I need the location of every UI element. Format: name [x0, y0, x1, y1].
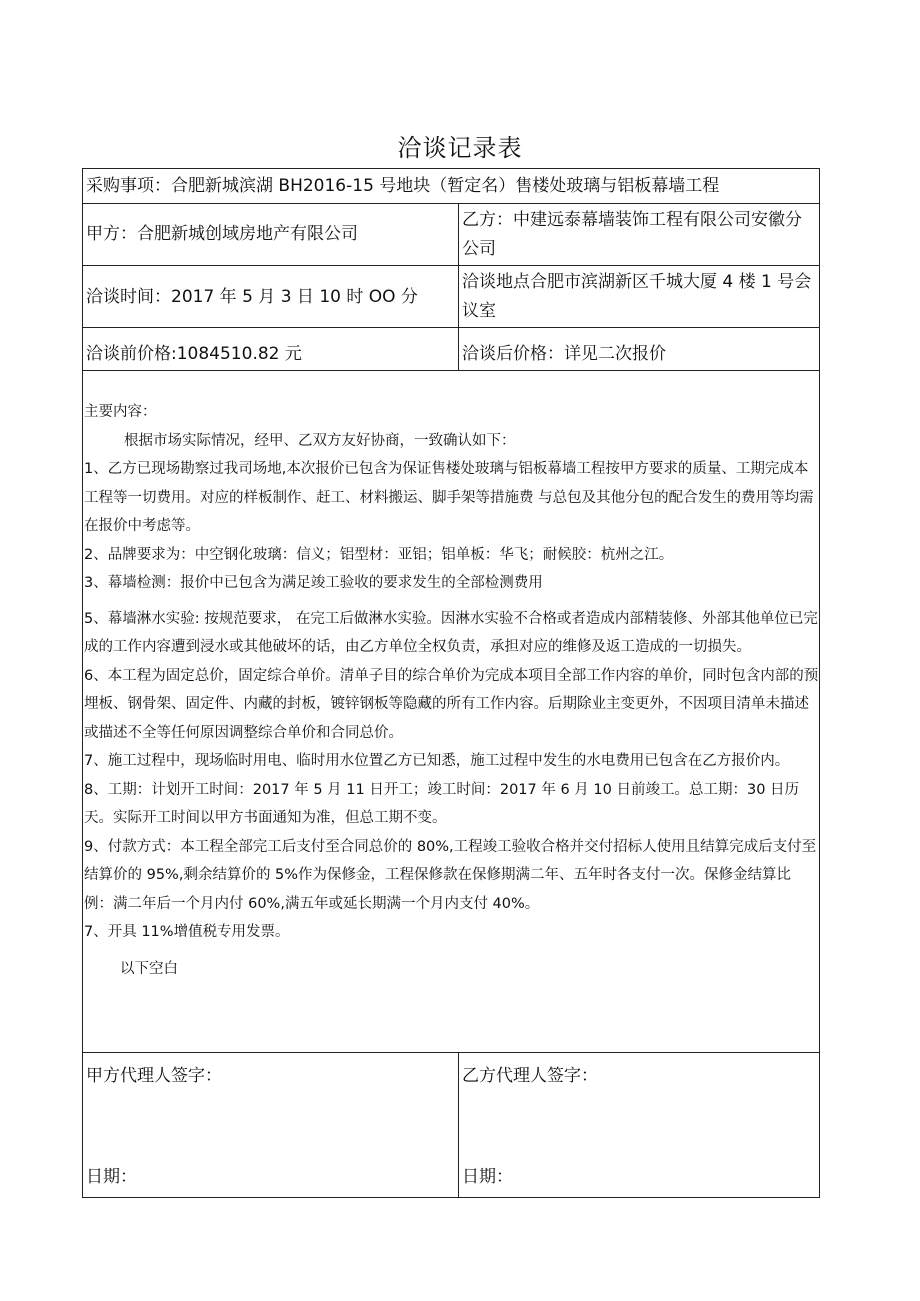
content-item: 9、付款方式：本工程全部完工后支付至合同总价的 80%,工程竣工验收合格并交付招标人使用且结算完成后支付至结算价的 95%,剩余结算价的 5%作为保修金，工程保修款在保修期满二年、五年时各支付一次。保修金结算比例：满二年后一个月内付 60%,满五年或延长期满一个月内支付 40%。: [84, 838, 817, 912]
content-item: 7、开具 11%增值税专用发票。: [84, 924, 290, 940]
row-divider: [82, 327, 820, 328]
price-before: 洽谈前价格:1084510.82 元: [86, 344, 302, 364]
content-heading: 主要内容：: [84, 404, 157, 420]
content-item: 1、乙方已现场勘察过我司场地,本次报价已包含为保证售楼处玻璃与铝板幕墙工程按甲方要求的质量、工期完成本工程等一切费用。对应的样板制作、赶工、材料搬运、脚手架等措施费 与总包及其他分包的配合发生的费用等均需在报价中考虑等。: [84, 461, 814, 534]
content-item: 3、幕墙检测：报价中已包含为满足竣工验收的要求发生的全部检测费用: [84, 575, 543, 591]
main-content: [84, 398, 820, 983]
row-divider: [82, 370, 820, 371]
page-title: 洽谈记录表: [397, 134, 523, 162]
content-item: 6、本工程为固定总价，固定综合单价。清单子目的综合单价为完成本项目全部工作内容的单价，同时包含内部的预埋板、钢骨架、固定件、内藏的封板，镀锌钢板等隐藏的所有工作内容。后期除业主变更外，不因项目清单未描述或描述不全等任何原因调整综合单价和合同总价。: [84, 667, 819, 741]
party-b: 乙方：中建远泰幕墙装饰工程有限公司安徽分公司: [462, 210, 802, 259]
content-item: 7、施工过程中，现场临时用电、临时用水位置乙方已知悉，施工过程中发生的水电费用已包含在乙方报价内。: [84, 753, 790, 769]
content-item: 5、幕墙淋水实验: 按规范要求， 在完工后做淋水实验。因淋水实验不合格或者造成内部精装修、外部其他单位已完成的工作内容遭到浸水或其他破坏的话，由乙方单位全权负责，承担对应的维修及返工造成的一切损失。: [84, 610, 818, 655]
column-divider: [458, 1052, 459, 1198]
price-after: 洽谈后价格：详见二次报价: [462, 344, 666, 364]
content-item: 8、工期：计划开工时间：2017 年 5 月 11 日开工；竣工时间：2017 年 6 月 10 日前竣工。总工期：30 日历天。实际开工时间以甲方书面通知为准，但总工期不变。: [84, 781, 800, 826]
column-divider: [458, 203, 459, 370]
party-a-date-label: 日期：: [86, 1167, 137, 1187]
procurement-item: 采购事项：合肥新城滨湖 BH2016-15 号地块（暂定名）售楼处玻璃与铝板幕墙工程: [86, 176, 720, 196]
negotiation-place: 洽谈地点合肥市滨湖新区千城大厦 4 楼 1 号会议室: [462, 272, 812, 321]
blank-note: 以下空白: [120, 960, 178, 977]
content-item: 2、品牌要求为：中空钢化玻璃：信义；铝型材：亚铝；铝单板：华飞；耐候胶：杭州之江。: [84, 546, 674, 563]
party-b-signature-label: 乙方代理人签字：: [462, 1066, 598, 1086]
row-divider: [82, 1052, 820, 1053]
party-b-date-label: 日期：: [462, 1167, 513, 1187]
negotiation-time: 洽谈时间：2017 年 5 月 3 日 10 时 OO 分: [86, 287, 418, 307]
row-divider: [82, 265, 820, 266]
party-a-signature-label: 甲方代理人签字：: [86, 1066, 222, 1086]
party-a: 甲方：合肥新城创域房地产有限公司: [86, 224, 358, 244]
content-intro: 根据市场实际情况，经甲、乙双方友好协商，一致确认如下：: [124, 432, 516, 449]
row-divider: [82, 203, 820, 204]
